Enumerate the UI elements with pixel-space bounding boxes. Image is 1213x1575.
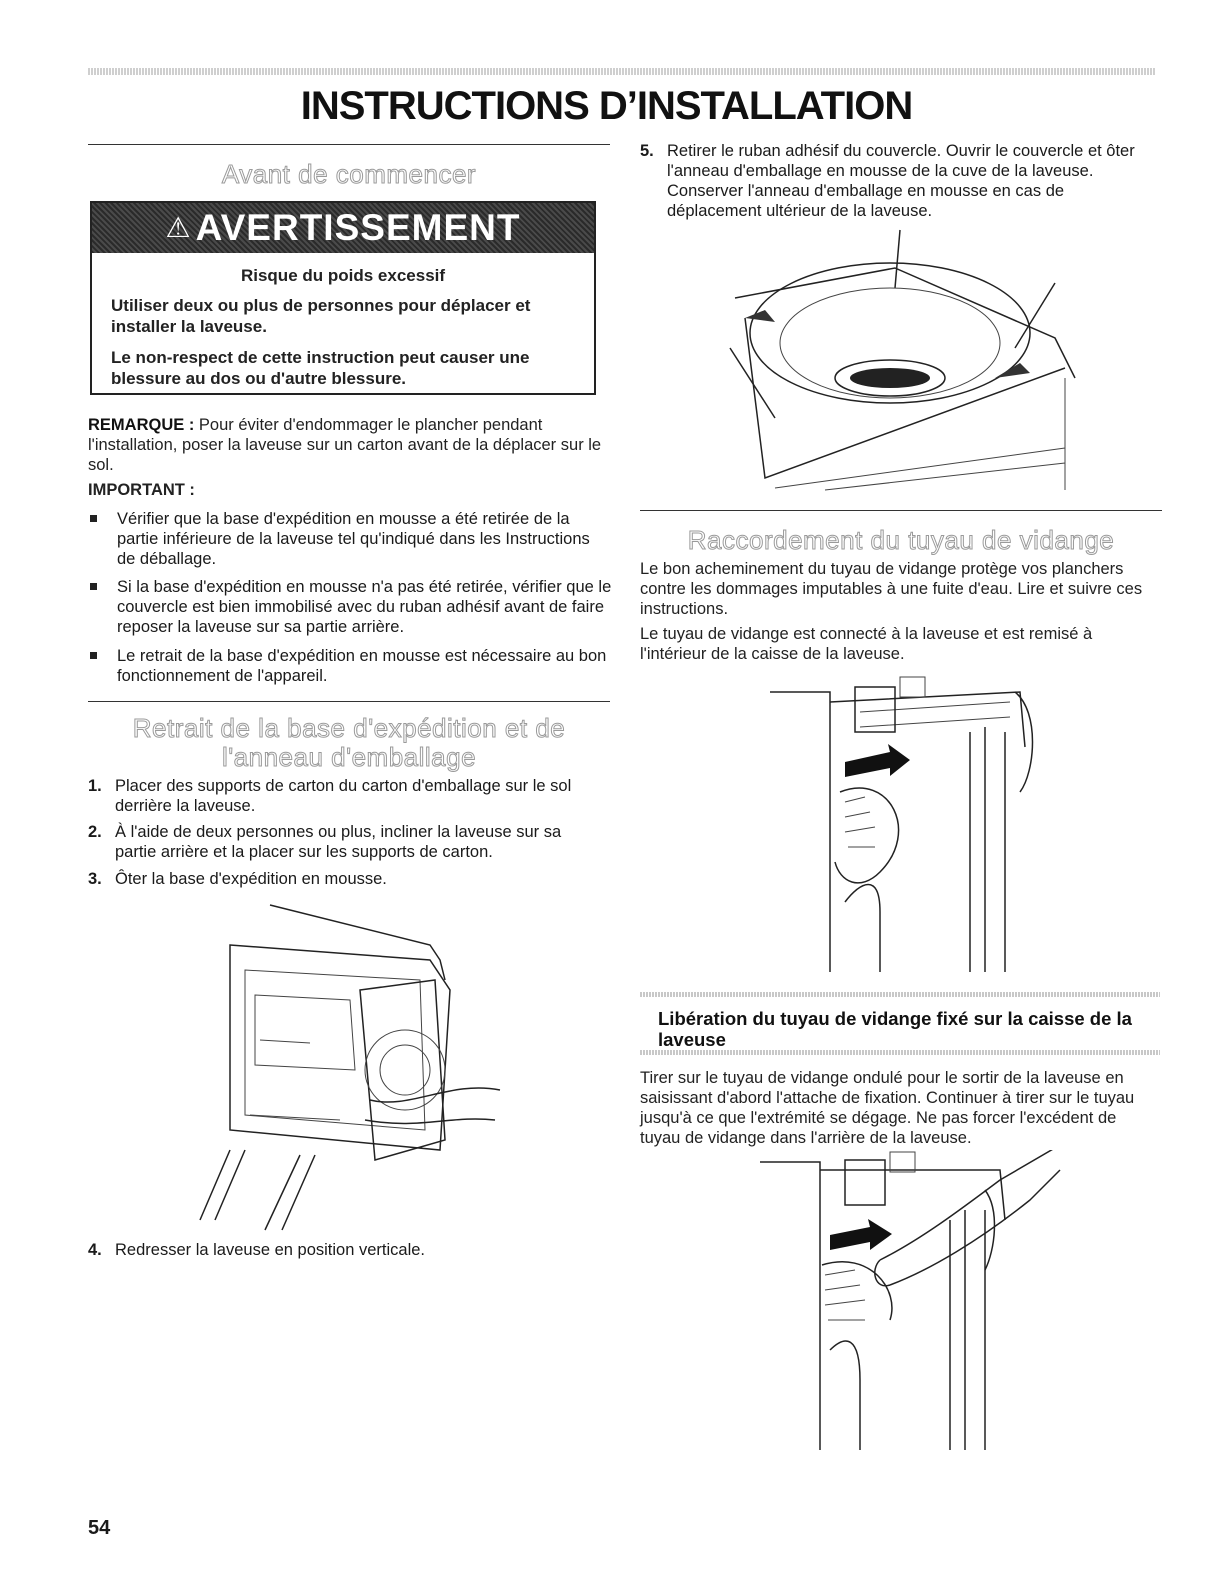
list-item-text: Le retrait de la base d'expédition en mousse est nécessaire au bon fonctionnement de l'appareil. (117, 647, 607, 685)
step-number: 4. (88, 1241, 102, 1259)
step-number: 2. (88, 823, 102, 841)
step-text: Placer des supports de carton du carton d'emballage sur le sol derrière la laveuse. (115, 777, 572, 815)
drain-intro-paragraph: Le bon acheminement du tuyau de vidange protège vos planchers contre les dommages imputables à une fuite d'eau. Lire et suivre ces instructions. (640, 560, 1143, 618)
warning-box (90, 201, 596, 395)
subhead-rule-top (640, 992, 1160, 997)
section-title-raccordement: Raccordement du tuyau de vidange (687, 525, 1115, 555)
page-number: 54 (88, 1517, 111, 1539)
section-rule (640, 510, 1162, 511)
top-dotted-rule (88, 68, 1155, 75)
washer-tilted-illustration (190, 900, 510, 1240)
drain-hose-pull-illustration (760, 1150, 1070, 1460)
step-text: Retirer le ruban adhésif du couvercle. Ouvrir le couvercle et ôter l'anneau d'emballage en mousse de la cuve de la laveuse. Conserver l'anneau d'emballage en mousse en cas de déplacement ultérieur de la laveuse. (667, 142, 1135, 220)
drain-stored-paragraph: Le tuyau de vidange est connecté à la laveuse et est remisé à l'intérieur de la caisse de la laveuse. (640, 625, 1093, 663)
warning-subtitle: Risque du poids excessif (240, 266, 446, 285)
subhead-rule-bottom (640, 1050, 1160, 1055)
important-label: IMPORTANT : (88, 481, 195, 499)
list-item-text: Si la base d'expédition en mousse n'a pas été retirée, vérifier que le couvercle est bien immobilisé avec du ruban adhésif avant de faire reposer la laveuse sur sa partie arrière. (117, 578, 612, 636)
bullet-square-icon (90, 515, 97, 522)
step-text: À l'aide de deux personnes ou plus, incliner la laveuse sur sa partie arrière et la placer sur les supports de carton. (115, 823, 562, 861)
step-number: 3. (88, 870, 102, 888)
tub-ring-illustration (715, 228, 1095, 498)
remarque-paragraph (88, 415, 608, 475)
section-rule (88, 144, 610, 145)
bullet-square-icon (90, 583, 97, 590)
remarque-text: Pour éviter d'endommager le plancher pendant l'installation, poser la laveuse sur un carton avant de la déplacer sur le sol. (88, 416, 602, 474)
drain-pull-paragraph: Tirer sur le tuyau de vidange ondulé pour le sortir de la laveuse en saisissant d'abord l'attache de fixation. Continuer à tirer sur le tuyau jusqu'à ce que l'extrémité se dégage. Ne pas forcer l'excédent de tuyau de vidange dans l'arrière de la laveuse. (640, 1069, 1135, 1147)
remarque-label: REMARQUE : (88, 416, 195, 434)
page-title: INSTRUCTIONS D’INSTALLATION (300, 84, 913, 128)
subhead-liberation: Libération du tuyau de vidange fixé sur la caisse de la laveuse (658, 1008, 1132, 1050)
step-number: 1. (88, 777, 102, 795)
warning-line-2: Le non-respect de cette instruction peut causer une blessure au dos ou d'autre blessure. (111, 348, 530, 388)
section-title-retrait-1: Retrait de la base d'expédition et de (132, 713, 566, 743)
step-text: Ôter la base d'expédition en mousse. (115, 870, 387, 888)
drain-hose-stored-illustration (770, 672, 1040, 982)
section-rule (88, 701, 610, 702)
section-title-retrait-2: l'anneau d'emballage (221, 742, 477, 772)
warning-triangle-icon: ⚠ (165, 212, 192, 243)
list-item-text: Vérifier que la base d'expédition en mousse a été retirée de la partie inférieure de la laveuse tel qu'indiqué dans les Instructions de déballage. (117, 510, 590, 568)
warning-line-1: Utiliser deux ou plus de personnes pour déplacer et installer la laveuse. (111, 296, 531, 336)
step-number: 5. (640, 142, 654, 160)
warning-banner (92, 203, 594, 253)
bullet-square-icon (90, 652, 97, 659)
step-text: Redresser la laveuse en position verticale. (115, 1241, 425, 1259)
section-title-avant: Avant de commencer (221, 159, 477, 189)
warning-banner-label: AVERTISSEMENT (195, 207, 521, 248)
